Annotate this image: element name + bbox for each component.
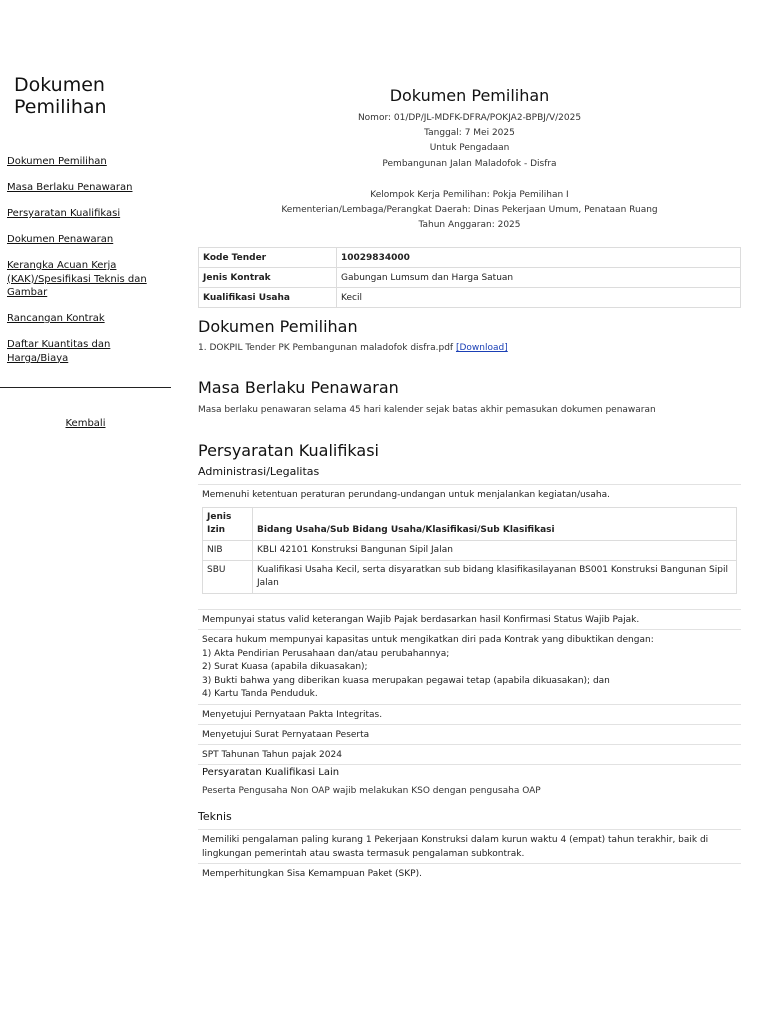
sidebar-title: Dokumen Pemilihan [14, 74, 107, 118]
table-row [203, 541, 737, 561]
info-key: Jenis Kontrak [199, 268, 337, 288]
document-file-item [198, 342, 508, 355]
requirement-row: Menyetujui Pernyataan Pakta Integritas. [198, 704, 741, 723]
info-key: Kode Tender [199, 248, 337, 268]
technical-requirement-row: Memperhitungkan Sisa Kemampuan Paket (SKP). [198, 863, 741, 882]
table-row [199, 248, 741, 268]
permit-type: NIB [203, 541, 253, 561]
sidebar-link-persyaratan[interactable]: Persyaratan Kualifikasi [7, 208, 121, 219]
info-key: Kualifikasi Usaha [199, 288, 337, 308]
section-heading-dokumen: Dokumen Pemilihan [198, 317, 358, 336]
document-file-name: 1. DOKPIL Tender PK Pembangunan maladofok disfra.pdf [198, 343, 454, 353]
permit-field: KBLI 42101 Konstruksi Bangunan Sipil Jalan [253, 541, 737, 561]
requirement-row: Secara hukum mempunyai kapasitas untuk mengikatkan diri pada Kontrak yang dibuktikan dengan: 1) Akta Pendirian Perusahaan dan/atau perubahannya; 2) Surat Kuasa (apabila dikuasakan); 3) Bukti bahwa yang diberikan kuasa merupakan pegawai tetap (apabila dikuasakan); dan 4) Kartu Tanda Penduduk. [198, 629, 741, 702]
permit-field: Kualifikasi Usaha Kecil, serta disyaratkan sub bidang klasifikasilayanan BS001 Konstruksi Bangunan Sipil Jalan [253, 561, 737, 594]
requirement-row: Mempunyai status valid keterangan Wajib Pajak berdasarkan hasil Konfirmasi Status Wajib Pajak. [198, 609, 741, 628]
section-heading-masa: Masa Berlaku Penawaran [198, 378, 399, 397]
sidebar-nav [7, 155, 157, 378]
requirement-row: Menyetujui Surat Pernyataan Peserta [198, 724, 741, 743]
column-header-bidang: Bidang Usaha/Sub Bidang Usaha/Klasifikasi/Sub Klasifikasi [253, 508, 737, 541]
agency: Kementerian/Lembaga/Perangkat Daerah: Dinas Pekerjaan Umum, Penataan Ruang [281, 205, 658, 215]
sidebar-link-dokumen-pemilihan[interactable]: Dokumen Pemilihan [7, 156, 107, 167]
permit-type: SBU [203, 561, 253, 594]
table-row [199, 268, 741, 288]
tender-code-value: 10029834000 [337, 248, 741, 268]
fiscal-year: Tahun Anggaran: 2025 [418, 220, 521, 230]
requirement-row: SPT Tahunan Tahun pajak 2024 [198, 744, 741, 763]
row-divider [198, 764, 741, 765]
technical-requirement-row: Memiliki pengalaman paling kurang 1 Pekerjaan Konstruksi dalam kurun waktu 4 (empat) tahun terakhir, baik di lingkungan pemerintah atau swasta termasuk pengalaman subkontrak. [198, 829, 741, 861]
download-link[interactable]: [Download] [455, 343, 508, 353]
doc-number: Nomor: 01/DP/JL-MDFK-DFRA/POKJA2-BPBJ/V/2025 [357, 113, 582, 123]
table-row [199, 288, 741, 308]
page-title: Dokumen Pemilihan [389, 86, 550, 105]
other-requirement-text: Peserta Pengusaha Non OAP wajib melakukan KSO dengan pengusaha OAP [202, 786, 541, 796]
tender-info-table [198, 247, 741, 308]
sidebar [0, 0, 172, 1024]
doc-date: Tanggal: 7 Mei 2025 [424, 128, 515, 138]
sidebar-divider [0, 387, 171, 388]
working-group: Kelompok Kerja Pemilihan: Pokja Pemilihan I [370, 190, 569, 200]
subheading-administrasi: Administrasi/Legalitas [198, 465, 320, 478]
subheading-teknis: Teknis [198, 810, 232, 823]
column-header-jenis: Jenis Izin [203, 508, 253, 541]
section-heading-persyaratan: Persyaratan Kualifikasi [198, 441, 379, 460]
package-name: Pembangunan Jalan Maladofok - Disfra [382, 159, 557, 169]
doc-purpose: Untuk Pengadaan [429, 143, 510, 153]
table-row [203, 561, 737, 594]
requirement-row: Memenuhi ketentuan peraturan perundang-undangan untuk menjalankan kegiatan/usaha. [198, 484, 741, 503]
sidebar-link-rancangan-kontrak[interactable]: Rancangan Kontrak [7, 313, 105, 324]
info-value: Kecil [337, 288, 741, 308]
permit-table [202, 507, 737, 594]
sidebar-link-kak[interactable]: Kerangka Acuan Kerja (KAK)/Spesifikasi Teknis dan Gambar [7, 260, 147, 298]
subheading-kualifikasi-lain: Persyaratan Kualifikasi Lain [202, 767, 340, 778]
sidebar-link-masa-berlaku[interactable]: Masa Berlaku Penawaran [7, 182, 133, 193]
info-value: Gabungan Lumsum dan Harga Satuan [337, 268, 741, 288]
validity-text: Masa berlaku penawaran selama 45 hari kalender sejak batas akhir pemasukan dokumen penawaran [198, 405, 656, 415]
table-header-row [203, 508, 737, 541]
sidebar-link-dokumen-penawaran[interactable]: Dokumen Penawaran [7, 234, 114, 245]
sidebar-link-daftar-kuantitas[interactable]: Daftar Kuantitas dan Harga/Biaya [7, 339, 111, 364]
back-link[interactable]: Kembali [65, 418, 106, 429]
